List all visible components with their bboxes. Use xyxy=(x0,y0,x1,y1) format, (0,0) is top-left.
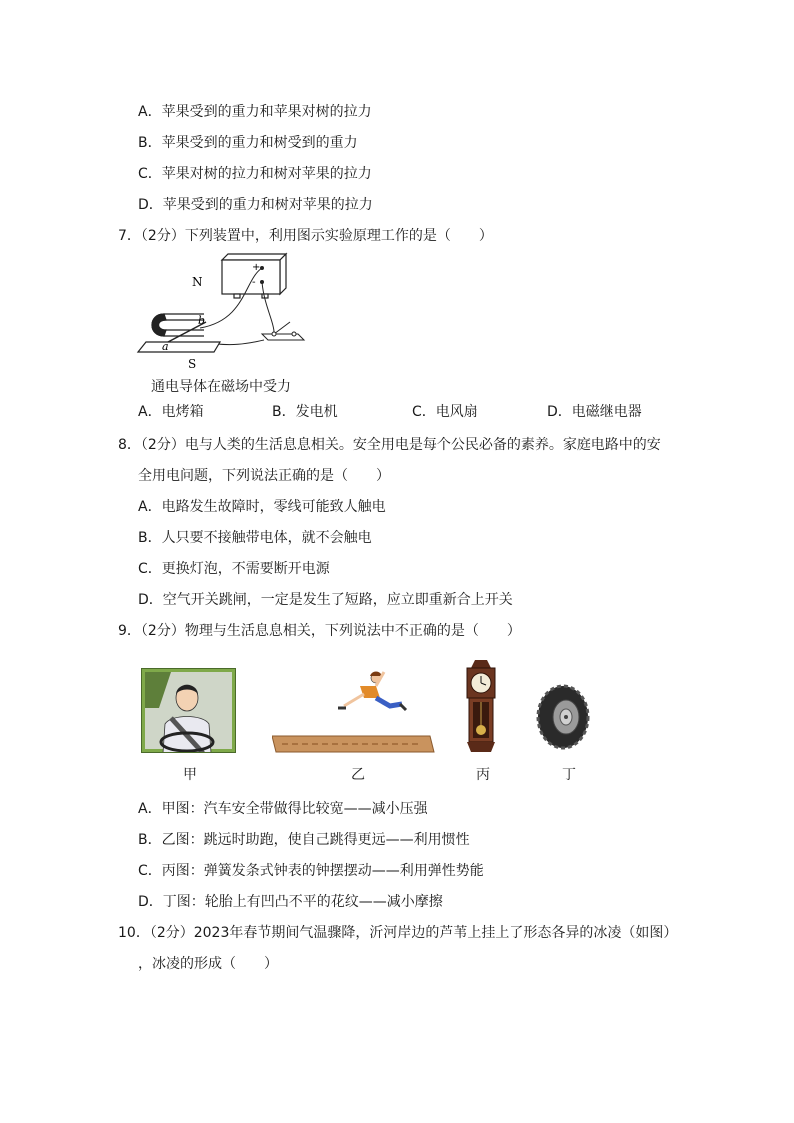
q6-option-b: B．苹果受到的重力和树受到的重力 xyxy=(138,135,358,151)
q9-option-b: B．乙图：跳远时助跑，使自己跳得更远——利用惯性 xyxy=(138,832,470,848)
q8-stem-line2: 全用电问题，下列说法正确的是（ ） xyxy=(138,468,390,484)
q7-option-b: B．发电机 xyxy=(272,404,338,420)
q9-caption-yi: 乙 xyxy=(351,767,365,783)
q9-caption-jia: 甲 xyxy=(183,767,197,783)
q8-option-d: D．空气开关跳闸，一定是发生了短路，应立即重新合上开关 xyxy=(138,592,513,608)
q8-stem-line1: 8．（2分）电与人类的生活息息相关。安全用电是每个公民必备的素养。家庭电路中的安 xyxy=(118,437,661,453)
driver-seatbelt-image xyxy=(141,668,236,753)
q9-option-c: C．丙图：弹簧发条式钟表的钟摆摆动——利用弹性势能 xyxy=(138,863,484,879)
base-board xyxy=(138,342,220,352)
plus-label: + xyxy=(252,262,261,273)
q6-option-d: D．苹果受到的重力和树对苹果的拉力 xyxy=(138,197,373,213)
q9-caption-ding: 丁 xyxy=(562,767,576,783)
q8-option-b: B．人只要不接触带电体，就不会触电 xyxy=(138,530,372,546)
motor-principle-diagram xyxy=(134,250,314,370)
q7-option-a: A．电烤箱 xyxy=(138,404,204,420)
pendulum-clock-image xyxy=(461,658,501,754)
label-a: a xyxy=(162,340,169,353)
u-magnet xyxy=(152,314,204,336)
label-s: S xyxy=(188,357,197,370)
q8-option-c: C．更换灯泡，不需要断开电源 xyxy=(138,561,330,577)
q7-options xyxy=(138,402,658,422)
long-jump-image xyxy=(272,664,435,754)
q7-option-c: C．电风扇 xyxy=(412,404,478,420)
q9-option-a: A．甲图：汽车安全带做得比较宽——减小压强 xyxy=(138,801,428,817)
q7-option-d: D．电磁继电器 xyxy=(547,404,642,420)
q6-option-c: C．苹果对树的拉力和树对苹果的拉力 xyxy=(138,166,372,182)
q10-stem-line2: ，冰凌的形成（ ） xyxy=(138,956,278,972)
q9-caption-bing: 丙 xyxy=(476,767,490,783)
q6-option-a: A．苹果受到的重力和苹果对树的拉力 xyxy=(138,104,372,120)
minus-label: - xyxy=(252,277,256,288)
label-n: N xyxy=(192,275,203,289)
q10-stem-line1: 10．（2分）2023年春节期间气温骤降，沂河岸边的芦苇上挂上了形态各异的冰凌（如图） xyxy=(118,925,678,941)
q7-figure-caption: 通电导体在磁场中受力 xyxy=(151,379,291,395)
tire-image xyxy=(536,684,590,750)
q9-option-d: D．丁图：轮胎上有凹凸不平的花纹——减小摩擦 xyxy=(138,894,443,910)
q8-option-a: A．电路发生故障时，零线可能致人触电 xyxy=(138,499,386,515)
q9-stem: 9．（2分）物理与生活息息相关，下列说法中不正确的是（ ） xyxy=(118,623,521,639)
switch xyxy=(262,322,304,340)
q7-stem: 7．（2分）下列装置中，利用图示实验原理工作的是（ ） xyxy=(118,228,493,244)
label-b: b xyxy=(198,314,206,327)
